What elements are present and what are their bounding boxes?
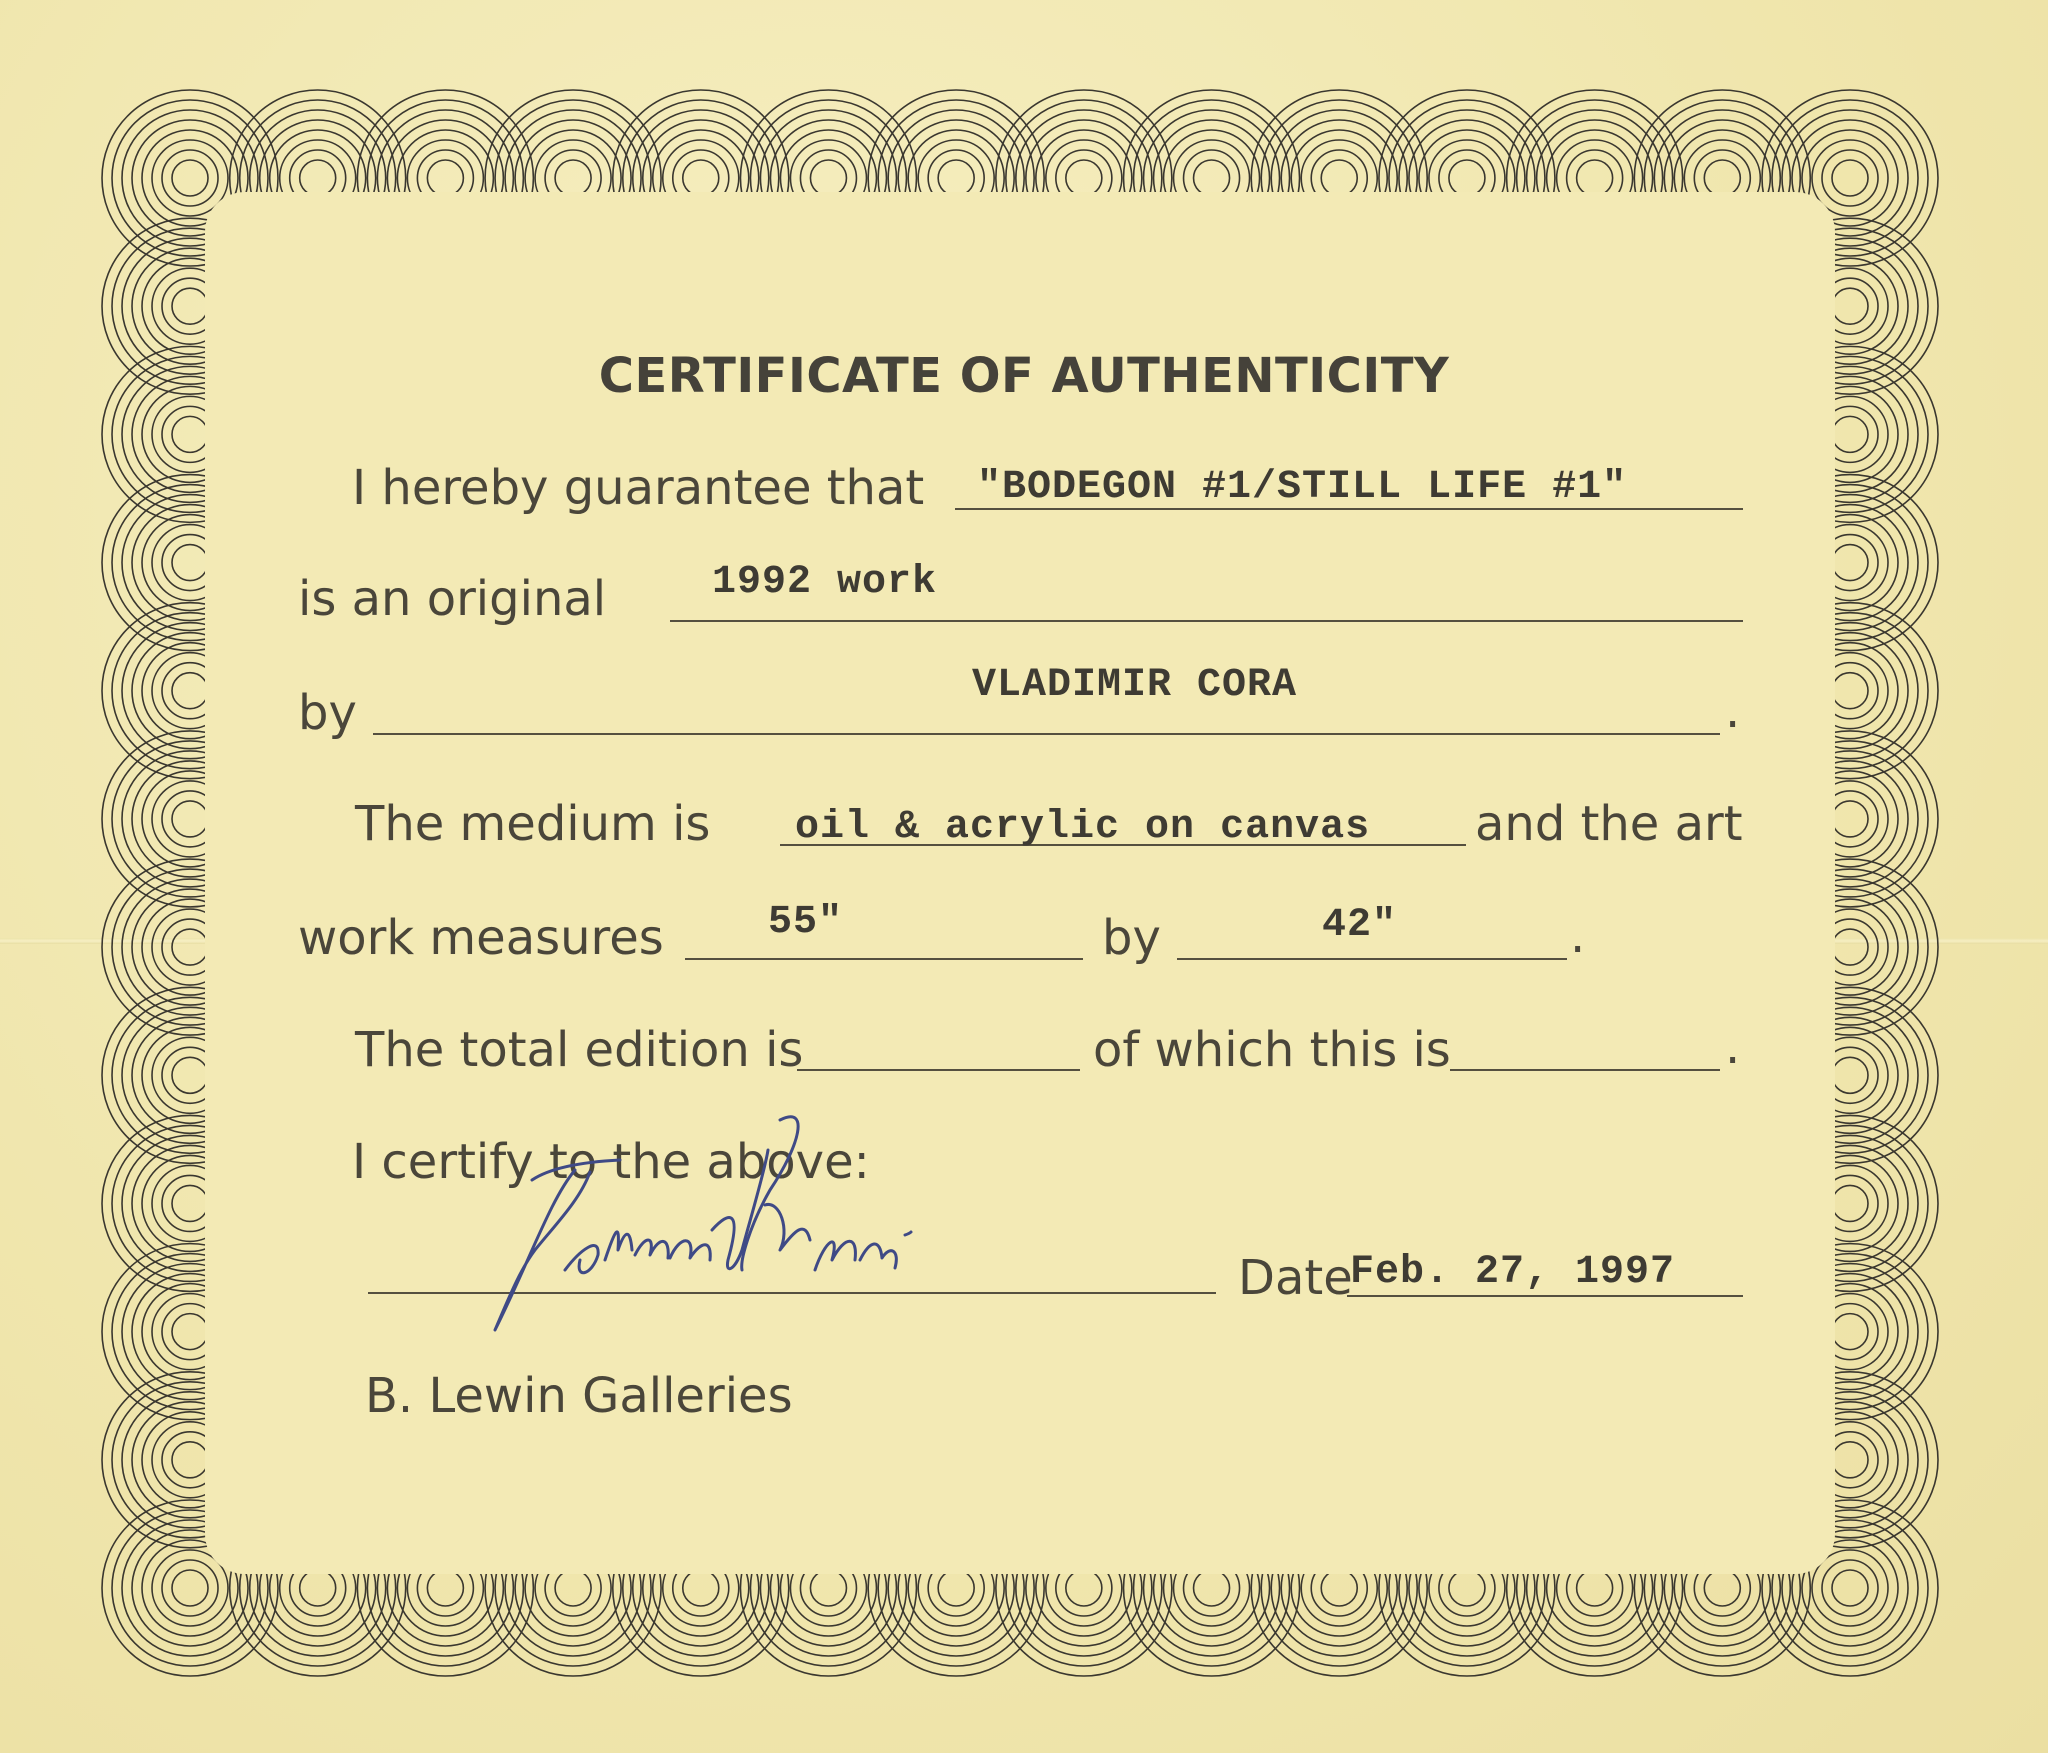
artist-value: VLADIMIR CORA	[972, 663, 1298, 708]
original-line	[670, 620, 1743, 622]
original-label: is an original	[298, 571, 607, 627]
edition-of-label: of which this is	[1093, 1022, 1451, 1078]
medium-value: oil & acrylic on canvas	[795, 805, 1371, 850]
gallery-name: B. Lewin Galleries	[365, 1368, 793, 1424]
handwritten-signature	[480, 1110, 1020, 1350]
artist-line	[373, 733, 1720, 735]
original-type-value: 1992 work	[712, 560, 938, 605]
measures-label: work measures	[298, 910, 664, 966]
guarantee-label: I hereby guarantee that	[352, 460, 925, 516]
height-line	[1177, 958, 1567, 960]
width-value: 55"	[768, 900, 844, 945]
height-value: 42"	[1322, 903, 1398, 948]
date-value: Feb. 27, 1997	[1350, 1250, 1676, 1295]
edition-label: The total edition is	[355, 1022, 804, 1078]
edition-number-line	[1450, 1069, 1720, 1071]
edition-period: .	[1725, 1019, 1741, 1075]
height-period: .	[1570, 908, 1586, 964]
edition-total-line	[797, 1069, 1080, 1071]
medium-suffix: and the art	[1475, 796, 1743, 852]
date-line	[1347, 1295, 1743, 1297]
date-label: Date	[1238, 1250, 1353, 1306]
by-label: by	[298, 685, 357, 741]
dimension-by-label: by	[1102, 910, 1161, 966]
artwork-title-value: "BODEGON #1/STILL LIFE #1"	[977, 465, 1628, 510]
certificate-title: CERTIFICATE OF AUTHENTICITY	[598, 348, 1450, 404]
artist-period: .	[1725, 683, 1741, 739]
medium-label: The medium is	[355, 796, 711, 852]
certify-label: I certify to the above:	[352, 1134, 870, 1190]
width-line	[685, 958, 1083, 960]
